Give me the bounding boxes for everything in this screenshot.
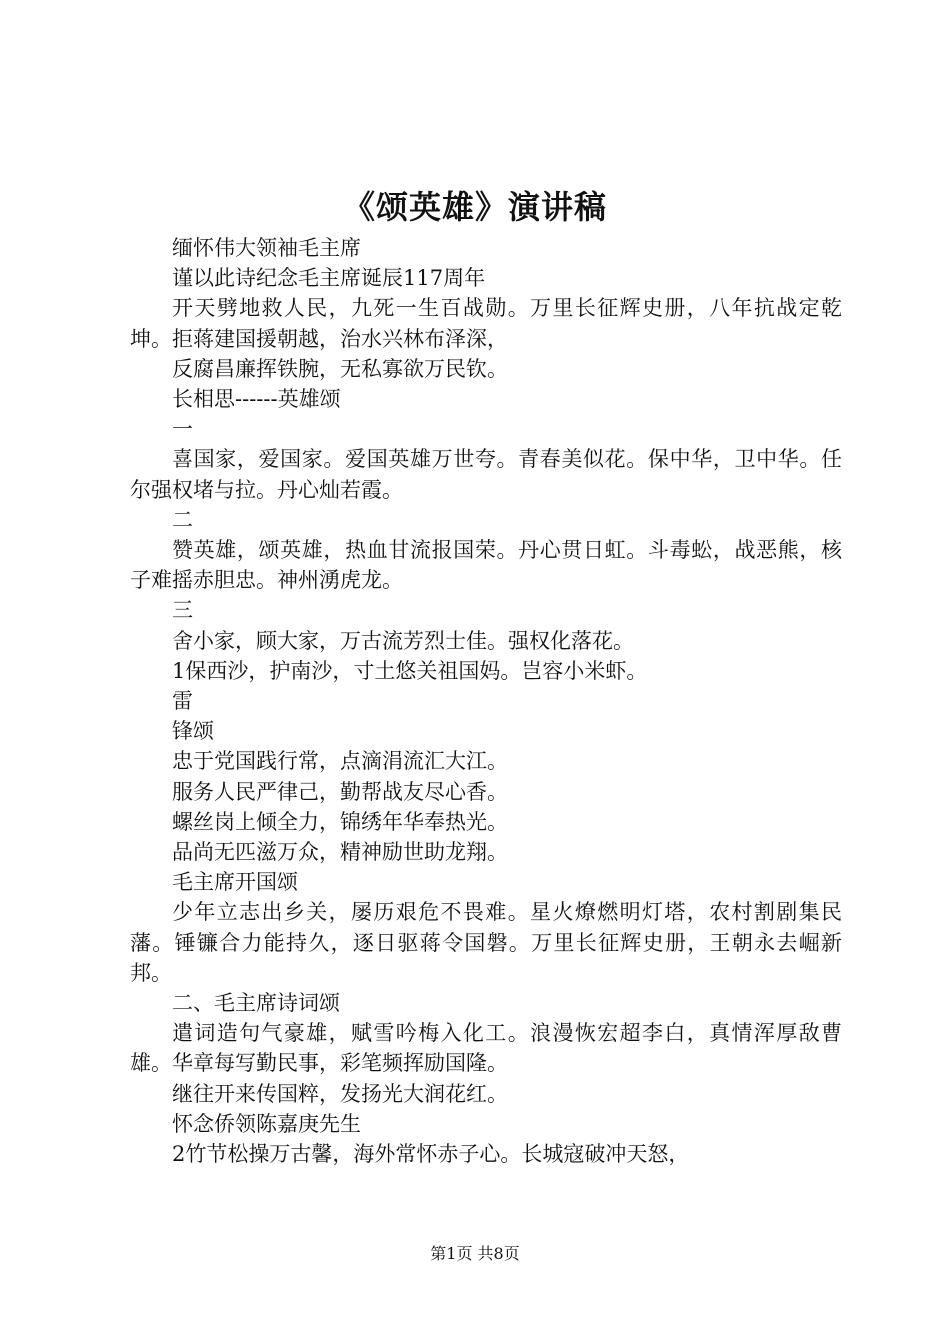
paragraph: 缅怀伟大领袖毛主席: [172, 236, 361, 260]
paragraph: 一: [172, 417, 193, 442]
paragraph: 反腐昌廉挥铁腕，无私寡欲万民钦。: [172, 356, 508, 381]
paragraph: 二: [172, 507, 193, 532]
paragraph: 舍小家，顾大家，万古流芳烈士佳。强权化落花。: [172, 628, 634, 653]
paragraph: 继往开来传国粹，发扬光大润花红。: [172, 1081, 508, 1106]
paragraph: 1保西沙，护南沙，寸土悠关祖国妈。岂容小米虾。: [172, 658, 648, 683]
paragraph: 怀念侨领陈嘉庚先生: [172, 1111, 361, 1136]
paragraph: 少年立志出乡关，屡历艰危不畏难。星火燎燃明灯塔，农村割剧集民藩。锤镰合力能持久，逐日驱蒋令国磐。万里长征辉史册，王朝永去崛新邦。: [130, 900, 842, 985]
paragraph: 开天劈地救人民，九死一生百战勋。万里长征辉史册，八年抗战定乾坤。拒蒋建国援朝越，治水兴林布泽深，: [130, 296, 842, 351]
paragraph: 谨以此诗纪念毛主席诞辰117周年: [172, 266, 486, 291]
paragraph: 2竹节松操万古馨，海外常怀赤子心。长城寇破冲天怒，: [172, 1142, 690, 1167]
paragraph: 雷: [172, 689, 193, 714]
document-title: 《颂英雄》演讲稿: [342, 188, 607, 226]
paragraph: 毛主席开国颂: [172, 870, 298, 895]
paragraph: 长相思------英雄颂: [172, 387, 341, 412]
page-footer: 第1页 共8页: [430, 1244, 520, 1263]
paragraph: 二、毛主席诗词颂: [172, 991, 340, 1016]
paragraph: 三: [172, 598, 193, 623]
paragraph: 锋颂: [172, 719, 214, 744]
document-body: [130, 233, 842, 1169]
paragraph: 忠于党国践行常，点滴涓流汇大江。: [172, 749, 508, 774]
paragraph: 赞英雄，颂英雄，热血甘流报国荣。丹心贯日虹。斗毒蚣，战恶熊，核子难摇赤胆忠。神州湧虎龙。: [130, 538, 842, 593]
paragraph: 品尚无匹滋万众，精神励世助龙翔。: [172, 840, 508, 865]
paragraph: 遣词造句气豪雄，赋雪吟梅入化工。浪漫恢宏超李白，真情浑厚敌曹雄。华章每写勤民事，彩笔频挥励国隆。: [130, 1021, 842, 1076]
paragraph: 螺丝岗上倾全力，锦绣年华奉热光。: [172, 809, 508, 834]
paragraph: 服务人民严律己，勤帮战友尽心香。: [172, 779, 508, 804]
paragraph: 喜国家，爱国家。爱国英雄万世夸。青春美似花。保中华，卫中华。任尔强权堵与拉。丹心灿若霞。: [130, 447, 842, 502]
